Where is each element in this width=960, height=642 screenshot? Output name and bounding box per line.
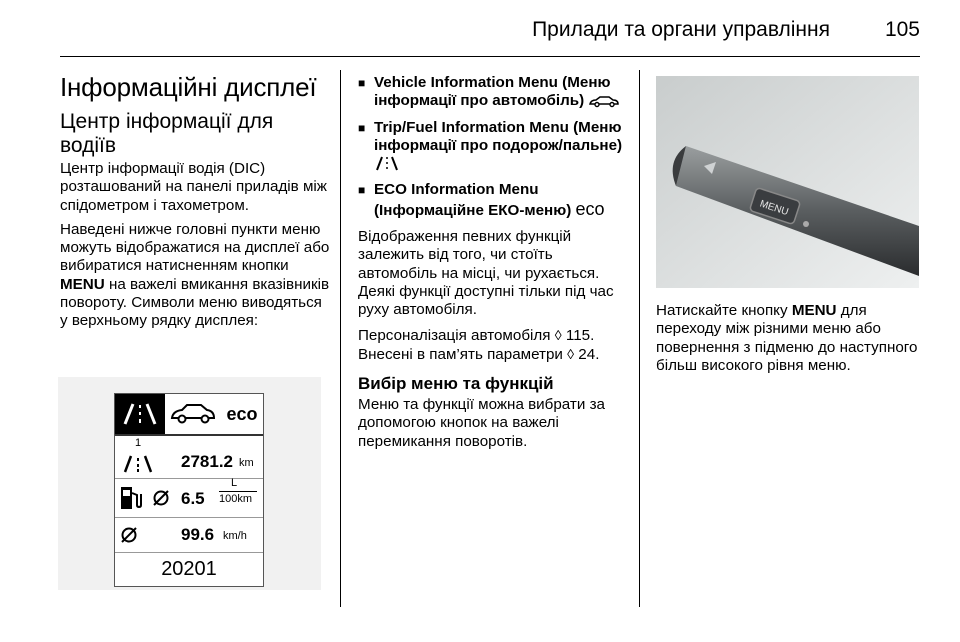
road-icon bbox=[374, 155, 400, 171]
trip-row bbox=[115, 436, 263, 479]
list-item: ■ Vehicle Information Menu (Меню інформації про автомобіль) bbox=[358, 74, 630, 111]
menu-symbol-bar bbox=[115, 394, 263, 436]
list-item: ■ ECO Information Menu (Інформаційне ЕКО-меню) eco bbox=[358, 181, 605, 219]
paragraph: Відображення певних функцій залежить від того, чи стоїть автомобіль на місці, чи рухається. Деякі функції доступні тільки під час руху автомобіля. bbox=[358, 228, 614, 319]
section-title: Інформаційні дисплеї bbox=[60, 72, 317, 102]
eco-icon: eco bbox=[575, 198, 605, 219]
column-divider bbox=[340, 70, 341, 607]
turn-signal-stalk-image bbox=[656, 76, 919, 288]
reference-arrow-icon: ◊ bbox=[554, 326, 562, 343]
menu-keyword: MENU bbox=[60, 275, 105, 293]
car-icon bbox=[167, 394, 219, 434]
average-icon bbox=[152, 489, 170, 507]
column-divider bbox=[639, 70, 640, 607]
right-column bbox=[656, 302, 926, 381]
odometer: 20201 bbox=[161, 558, 217, 580]
dic-display bbox=[114, 393, 264, 587]
car-icon bbox=[588, 94, 620, 108]
page-number: 105 bbox=[884, 18, 920, 41]
bullet: ■ bbox=[358, 183, 366, 198]
trip-fuel-tab bbox=[115, 394, 165, 434]
bullet: ■ bbox=[358, 76, 366, 90]
stalk-menu-label: MENU bbox=[758, 198, 790, 219]
subsection-title: Центр інформації для водіїв bbox=[60, 110, 274, 157]
fuel-row bbox=[115, 479, 263, 518]
fraction-bar bbox=[219, 491, 257, 492]
list-item: ■ Trip/Fuel Information Menu (Меню інформації про подорож/пальне) bbox=[358, 119, 630, 174]
middle-column bbox=[358, 74, 630, 457]
paragraph: Меню та функції можна вибрати за допомогою кнопок на важелі перемикання поворотів. bbox=[358, 396, 605, 450]
reference-arrow-icon: ◊ bbox=[567, 345, 575, 362]
road-icon bbox=[115, 394, 165, 434]
eco-tab: eco bbox=[226, 404, 258, 424]
page-reference: 115 bbox=[565, 326, 591, 344]
page-reference: 24 bbox=[578, 345, 596, 363]
trip-distance: 2781.2 bbox=[181, 452, 233, 471]
paragraph: Наведені нижче головні пункти меню можуть відображатися на дисплеї або вибиратися натисненням кнопки MENU на важелі вмикання вказівників повороту. Символи меню виводяться у верхньому рядку дисплея: bbox=[60, 220, 330, 330]
speed-row bbox=[115, 518, 263, 553]
menu-keyword: MENU bbox=[791, 302, 837, 319]
paragraph: Центр інформації водія (DIC) розташований на панелі приладів між спідометром і тахометром. bbox=[60, 160, 327, 214]
speed-unit: km/h bbox=[223, 530, 247, 542]
fuel-pump-icon bbox=[120, 485, 142, 511]
photo-caption: Натискайте кнопку MENU для переходу між різними меню або повернення з підменю до наступного більш високого рівня меню. bbox=[656, 302, 918, 374]
stalk-photo bbox=[656, 76, 919, 288]
header-rule bbox=[60, 56, 920, 57]
vehicle-tab bbox=[167, 394, 219, 434]
fuel-unit-top: L bbox=[231, 477, 238, 489]
page-header bbox=[0, 0, 960, 56]
fuel-consumption: 6.5 bbox=[181, 489, 205, 508]
paragraph: Персоналізація автомобіля ◊ 115. Внесені в пам’ять параметри ◊ 24. bbox=[358, 326, 600, 363]
average-speed: 99.6 bbox=[181, 525, 215, 544]
dic-illustration bbox=[58, 377, 321, 590]
subsection-title: Вибір меню та функцій bbox=[358, 374, 554, 394]
left-column bbox=[60, 66, 330, 337]
average-icon bbox=[120, 526, 138, 544]
trip-number: 1 bbox=[135, 437, 142, 449]
menu-list bbox=[358, 74, 630, 220]
trip-unit: km bbox=[239, 457, 254, 469]
fuel-unit-bottom: 100km bbox=[219, 493, 253, 505]
bullet: ■ bbox=[358, 120, 366, 135]
running-title: Прилади та органи управління bbox=[532, 18, 830, 41]
